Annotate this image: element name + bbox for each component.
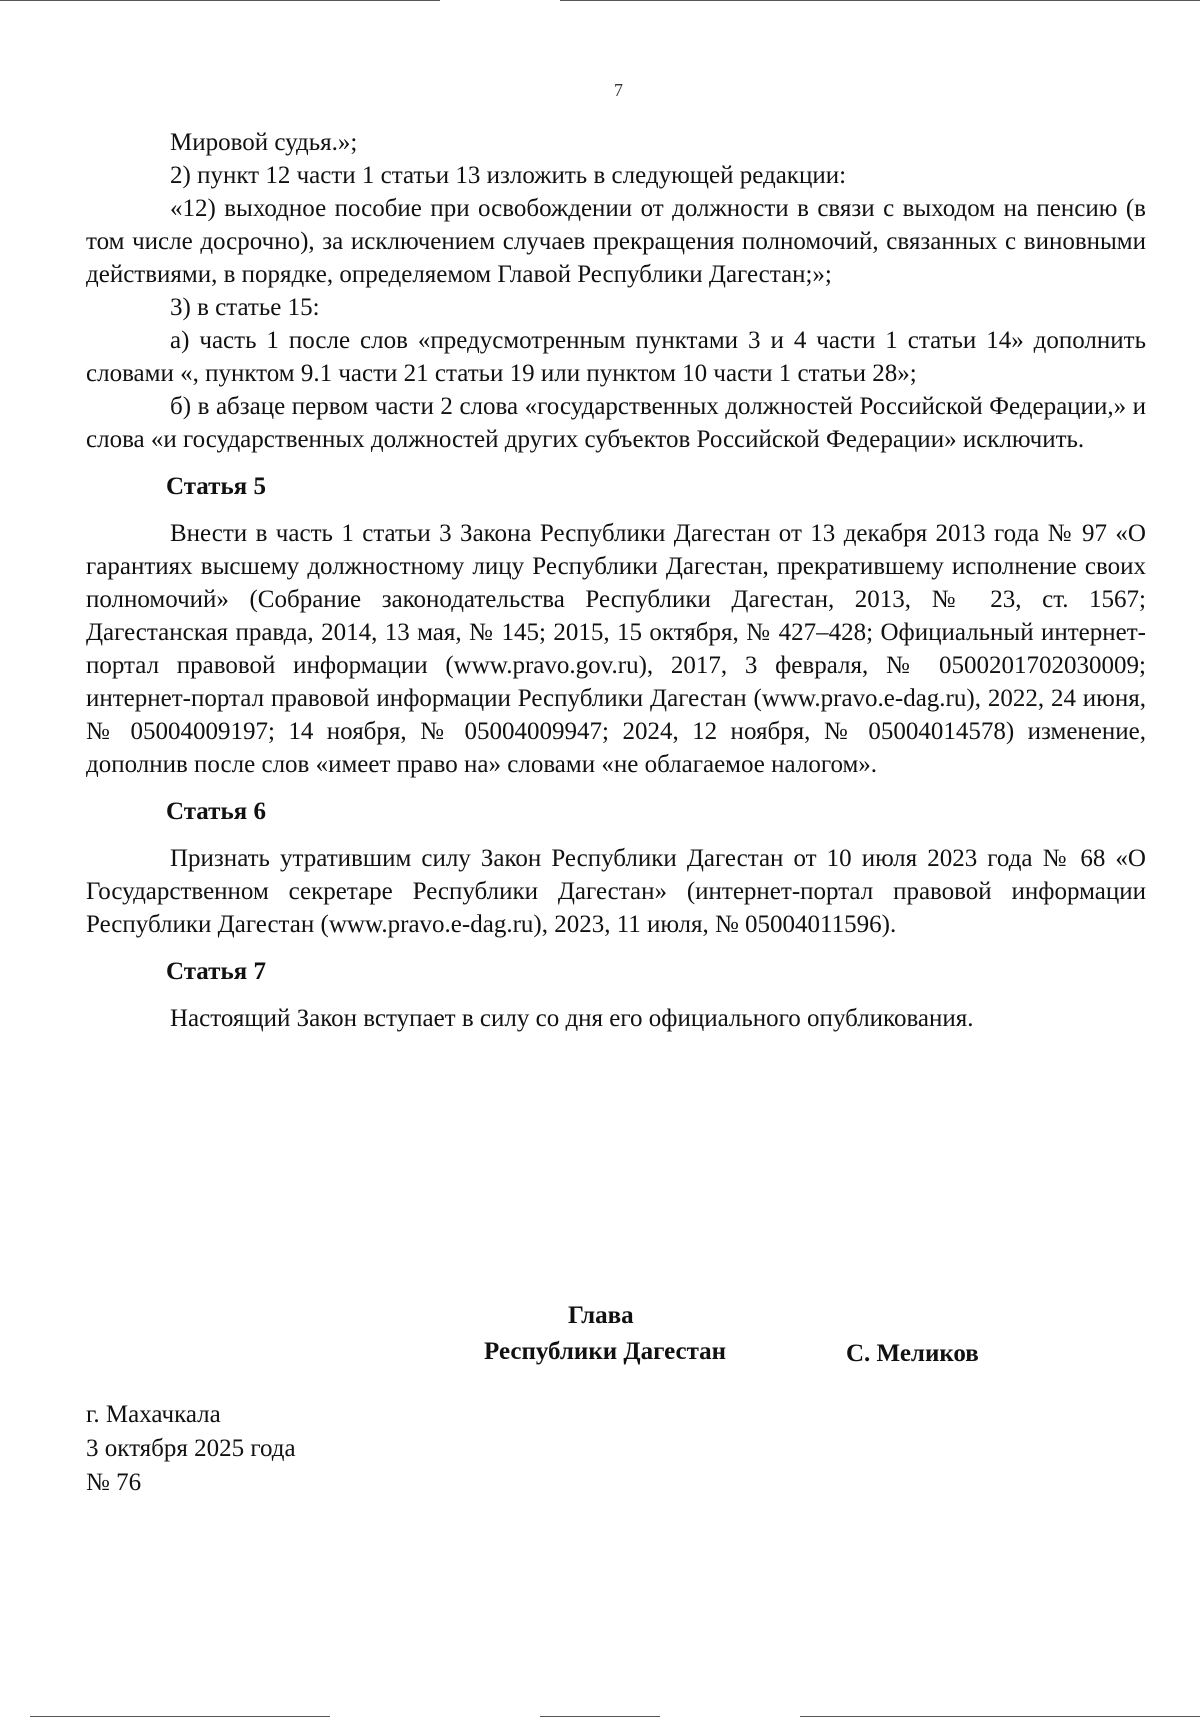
scan-edge-bottom [30,1716,330,1717]
document-date: 3 октября 2025 года [86,1435,296,1462]
paragraph: а) часть 1 после слов «предусмотренным пунктами 3 и 4 части 1 статьи 14» дополнить словами «, пунктом 9.1 части 21 статьи 19 или пунктом 10 части 1 статьи 28»; [86,327,1146,387]
scan-edge-top [0,0,440,1]
scan-edge-bottom-mid [540,1716,660,1717]
article-5-heading: Статья 5 [166,473,266,500]
article-6-text: Признать утратившим силу Закон Республики Дагестан от 10 июля 2023 года № 68 «О Государственном секретаре Республики Дагестан» (интернет-портал правовой информации Республики Дагестан (www.pravo.e-dag.ru), 2023, 11 июля, № 05004011596). [86,845,1146,938]
paragraph: Мировой судья.»; [170,129,358,156]
document-number: № 76 [86,1469,142,1496]
signatory-name: С. Меликов [846,1340,979,1367]
paragraph: 2) пункт 12 части 1 статьи 13 изложить в следующей редакции: [170,162,847,189]
page-number: 7 [614,80,623,100]
article-7-heading: Статья 7 [166,958,266,985]
scan-edge-top-right [560,0,1200,1]
paragraph: б) в абзаце первом части 2 слова «государственных должностей Российской Федерации,» и слова «и государственных должностей других субъектов Российской Федерации» исключить. [86,393,1146,453]
article-6-heading: Статья 6 [166,798,266,825]
paragraph: «12) выходное пособие при освобождении от должности в связи с выходом на пенсию (в том числе досрочно), за исключением случаев прекращения полномочий, связанных с виновными действиями, в порядке, определяемом Главой Республики Дагестан;»; [86,195,1146,288]
article-5-text: Внести в часть 1 статьи 3 Закона Республики Дагестан от 13 декабря 2013 года № 97 «О гарантиях высшему должностному лицу Республики Дагестан, прекратившему исполнение своих полномочий» (Собрание законодательства Республики Дагестан, 2013, № 23, ст. 1567; Дагестанская правда, 2014, 13 мая, № 145; 2015, 15 октября, № 427–428; Официальный интернет-портал правовой информации (www.pravo.gov.ru), 2017, 3 февраля, № 0500201702030009; интернет-портал правовой информации Республики Дагестан (www.pravo.e-dag.ru), 2022, 24 июня, № 05004009197; 14 ноября, № 05004009947; 2024, 12 ноября, № 05004014578) изменение, дополнив после слов «имеет право на» словами «не облагаемое налогом». [86,520,1146,778]
signatory-title-line2: Республики Дагестан [484,1338,727,1365]
scan-edge-bottom-right [800,1716,1200,1717]
document-body [86,126,1146,1035]
article-7-text: Настоящий Закон вступает в силу со дня его официального опубликования. [170,1005,974,1032]
city: г. Махачкала [86,1401,221,1428]
signatory-title-line1: Глава [568,1302,634,1329]
paragraph: 3) в статье 15: [170,294,320,321]
place-date-block [86,1398,296,1500]
